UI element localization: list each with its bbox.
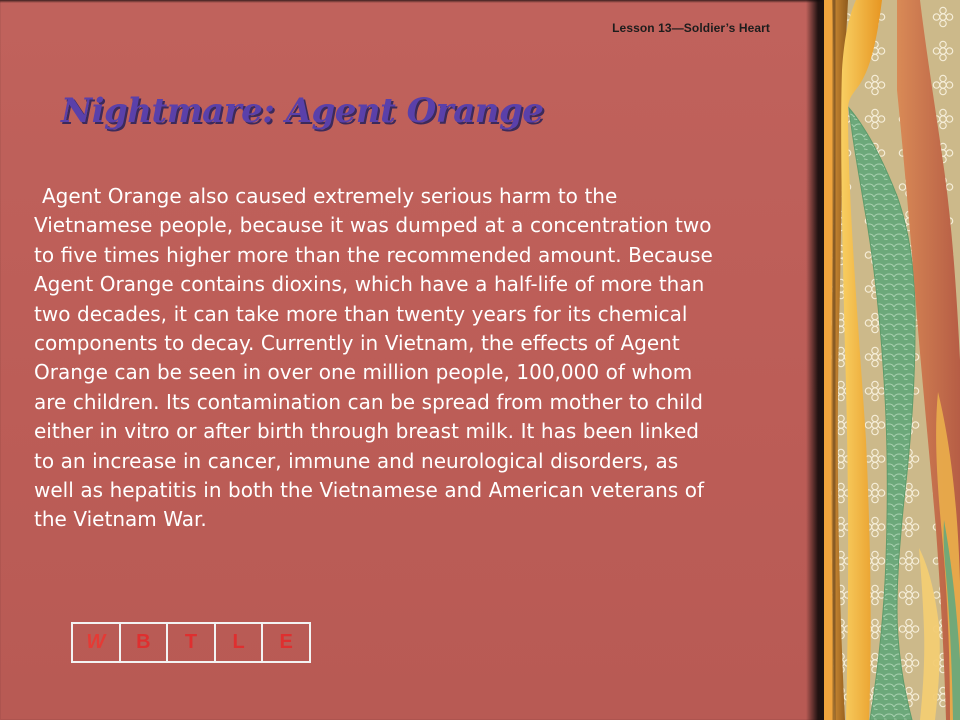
decorative-side-panel bbox=[824, 0, 960, 720]
slide-paragraph: Agent Orange also caused extremely serious harm to the Vietnamese people, because it was dumped at a concentration two to five times higher more than the recommended amount. Because Agent Orange contains dioxins, which have a half-life of more than two decades, it can take more than twenty years for its chemical components to decay. Currently in Vietnam, the effects of Agent Orange can be seen in over one million people, 100,000 of whom are children. Its contamination can be spread from mother to child either in vitro or after birth through breast milk. It has been linked to an increase in cancer, immune and neurological disorders, as well as hepatitis in both the Vietnamese and American veterans of the Vietnam War. bbox=[34, 184, 713, 532]
nav-button-l[interactable]: L bbox=[216, 624, 264, 661]
nav-button-e[interactable]: E bbox=[279, 631, 293, 653]
nav-button-w[interactable]: W bbox=[73, 624, 121, 661]
nav-button-t[interactable]: T bbox=[168, 624, 216, 661]
slide-title: Nightmare: Agent Orange bbox=[61, 91, 544, 131]
edge-shadow bbox=[806, 0, 826, 720]
nav-button-b[interactable]: B bbox=[121, 624, 169, 661]
top-shadow bbox=[0, 0, 822, 3]
wbtle-nav-bar bbox=[71, 622, 311, 663]
lesson-header: Lesson 13—Soldier’s Heart bbox=[612, 21, 770, 35]
decorative-pattern bbox=[824, 0, 960, 720]
